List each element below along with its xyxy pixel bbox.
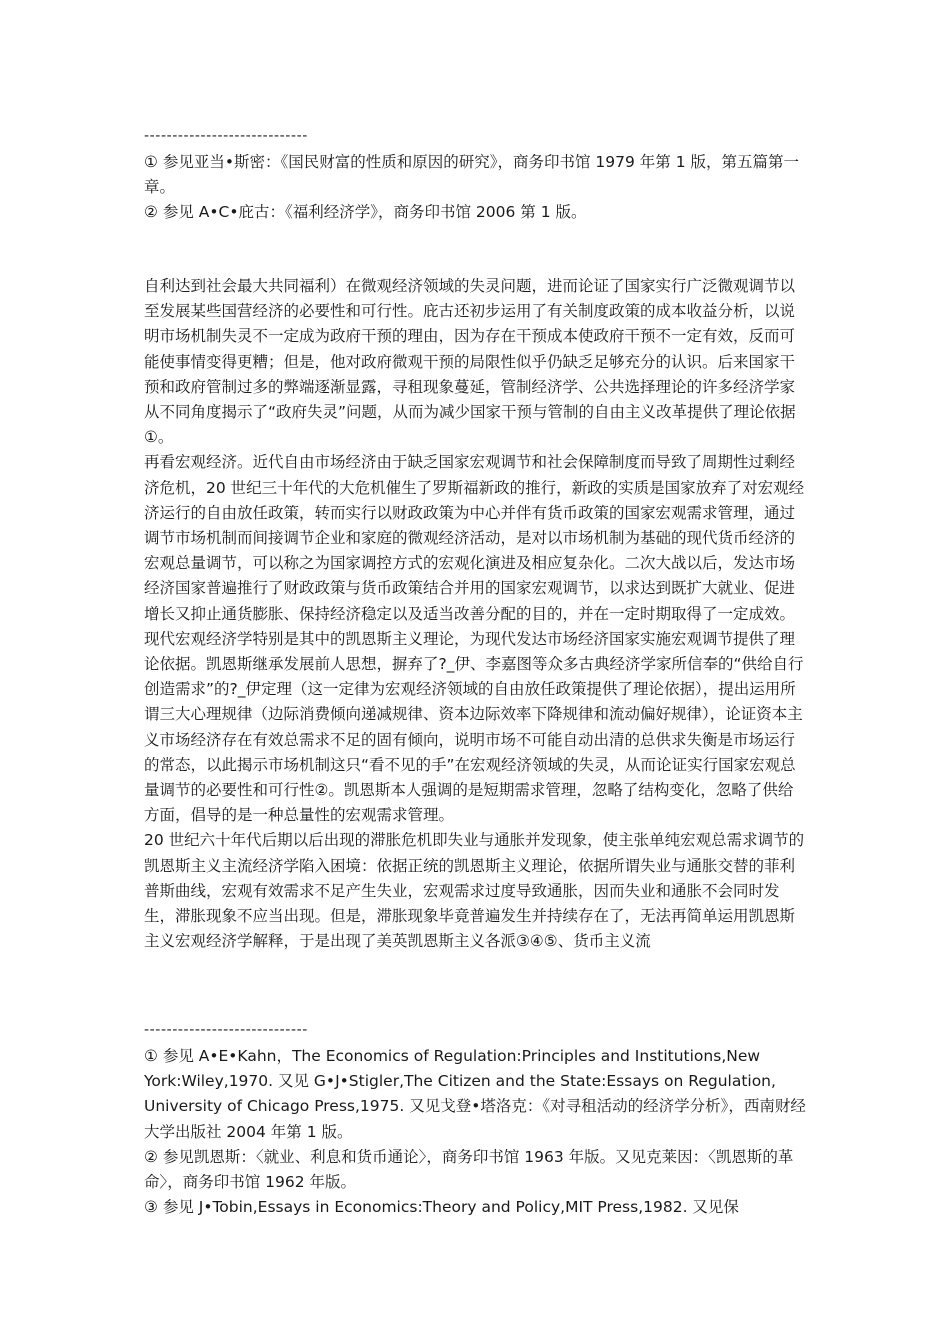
footnote-separator-top: ----------------------------- [144, 128, 308, 144]
footnote-1: ① 参见 A•E•Kahn，The Economics of Regulation:Principles and Institutions,New York:Wiley,1970. 又见 G•J•Stigler,The Citizen and the State:Essays on Regulation, University of Chicago Press,1975. 又见戈登•塔洛克：《对寻租活动的经济学分析》，西南财经大学出版社 2004 年第 1 版。 [144, 1047, 806, 1141]
top-footnotes [144, 150, 808, 226]
footnote-3: ③ 参见 J•Tobin,Essays in Economics:Theory and Policy,MIT Press,1982. 又见保 [144, 1198, 739, 1217]
footnote-2: ② 参见 A•C•庇古：《福利经济学》，商务印书馆 2006 第 1 版。 [144, 203, 587, 222]
body-text [144, 274, 808, 954]
footnote-2: ② 参见凯恩斯：〈就业、利息和货币通论〉，商务印书馆 1963 年版。又见克莱因：〈凯恩斯的革命〉，商务印书馆 1962 年版。 [144, 1147, 794, 1192]
paragraph-1: 自利达到社会最大共同福利）在微观经济领域的失灵问题，进而论证了国家实行广泛微观调节以至发展某些国营经济的必要性和可行性。庇古还初步运用了有关制度政策的成本收益分析，以说明市场机制失灵不一定成为政府干预的理由，因为存在干预成本使政府干预不一定有效，反而可能使事情变得更糟；但是，他对政府微观干预的局限性似乎仍缺乏足够充分的认识。后来国家干预和政府管制过多的弊端逐渐显露，寻租现象蔓延，管制经济学、公共选择理论的许多经济学家从不同角度揭示了“政府失灵”问题，从而为减少国家干预与管制的自由主义改革提供了理论依据①。 [144, 277, 796, 447]
paragraph-2: 再看宏观经济。近代自由市场经济由于缺乏国家宏观调节和社会保障制度而导致了周期性过剩经济危机，20 世纪三十年代的大危机催生了罗斯福新政的推行，新政的实质是国家放弃了对宏观经济运行的自由放任政策，转而实行以财政政策为中心并伴有货币政策的国家宏观需求管理，通过调节市场机制而间接调节企业和家庭的微观经济活动，是对以市场机制为基础的现代货币经济的宏观总量调节，可以称之为国家调控方式的宏观化演进及相应复杂化。二次大战以后，发达市场经济国家普遍推行了财政政策与货币政策结合并用的国家宏观调节，以求达到既扩大就业、促进增长又抑止通货膨胀、保持经济稳定以及适当改善分配的目的，并在一定时期取得了一定成效。 [144, 453, 805, 623]
footnote-separator-bottom: ----------------------------- [144, 1022, 308, 1038]
paragraph-4: 20 世纪六十年代后期以后出现的滞胀危机即失业与通胀并发现象，使主张单纯宏观总需求调节的凯恩斯主义主流经济学陷入困境：依据正统的凯恩斯主义理论，依据所谓失业与通胀交替的菲利普斯曲线，宏观有效需求不足产生失业，宏观需求过度导致通胀，因而失业和通胀不会同时发生，滞胀现象不应当出现。但是，滞胀现象毕竟普遍发生并持续存在了，无法再简单运用凯恩斯主义宏观经济学解释，于是出现了美英凯恩斯主义各派③④⑤、货币主义流 [144, 831, 805, 951]
bottom-footnotes [144, 1044, 808, 1220]
paragraph-3: 现代宏观经济学特别是其中的凯恩斯主义理论，为现代发达市场经济国家实施宏观调节提供了理论依据。凯恩斯继承发展前人思想，摒弃了?_伊、李嘉图等众多古典经济学家所信奉的“供给自行创造需求”的?_伊定理（这一定律为宏观经济领域的自由放任政策提供了理论依据），提出运用所谓三大心理规律（边际消费倾向递减规律、资本边际效率下降规律和流动偏好规律），论证资本主义市场经济存在有效总需求不足的固有倾向，说明市场不可能自动出清的总供求失衡是市场运行的常态，以此揭示市场机制这只“看不见的手”在宏观经济领域的失灵，从而论证实行国家宏观总量调节的必要性和可行性②。凯恩斯本人强调的是短期需求管理，忽略了结构变化，忽略了供给方面，倡导的是一种总量性的宏观需求管理。 [144, 629, 804, 825]
footnote-1: ① 参见亚当•斯密：《国民财富的性质和原因的研究》，商务印书馆 1979 年第 1 版，第五篇第一章。 [144, 153, 799, 197]
